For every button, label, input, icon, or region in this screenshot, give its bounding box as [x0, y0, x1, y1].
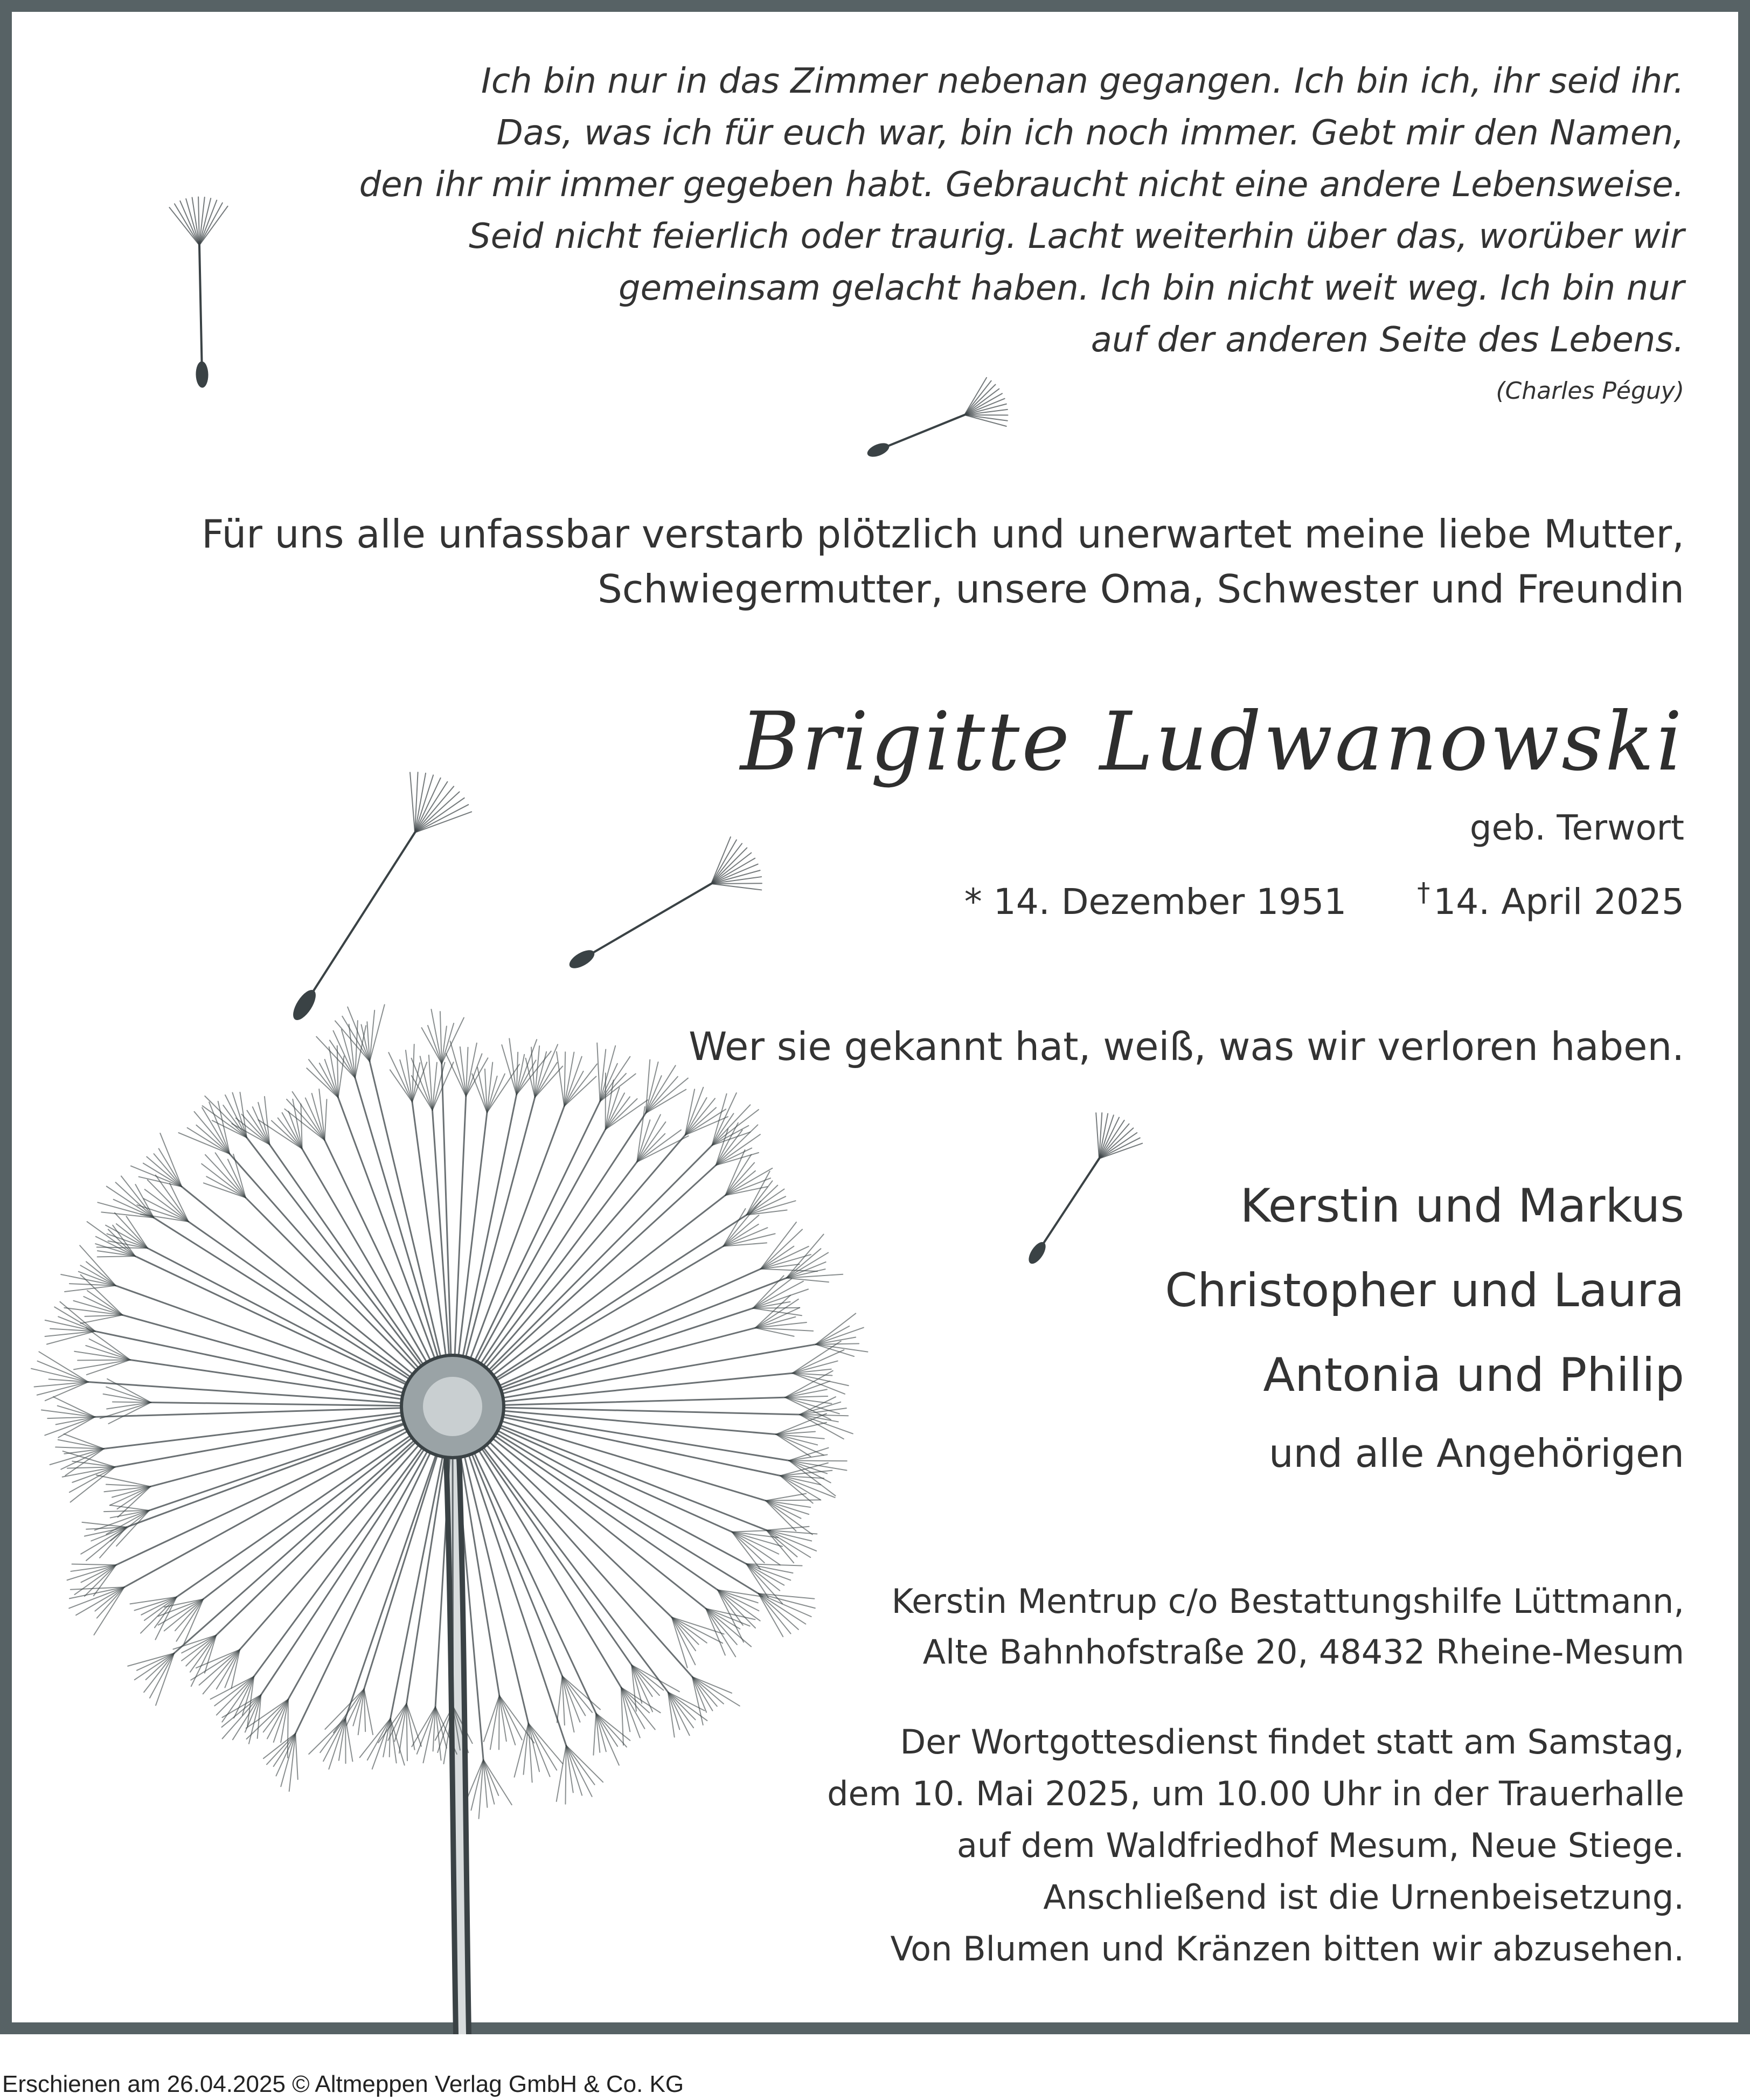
poem-line: den ihr mir immer gegeben habt. Gebraucht nicht eine andere Lebensweise. [359, 165, 1684, 205]
death-date: 14. April 2025 [1433, 881, 1684, 923]
cross-symbol: † [1417, 877, 1430, 907]
service-line: Anschließend ist die Urnenbeisetzung. [1043, 1877, 1684, 1917]
birth-name: geb. Terwort [1469, 808, 1684, 848]
mourner-name: Kerstin und Markus [1240, 1179, 1684, 1233]
service-information [827, 1716, 1684, 1975]
life-dates [964, 877, 1684, 923]
mourners-list [1165, 1164, 1684, 1418]
death-date-group [1417, 877, 1684, 923]
mourner-name: Christopher und Laura [1165, 1264, 1684, 1318]
poem-line: Ich bin nur in das Zimmer nebenan gegangen. Ich bin ich, ihr seid ihr. [481, 61, 1684, 101]
announcement-line: Schwiegermutter, unsere Oma, Schwester und Freundin [598, 566, 1684, 612]
other-relatives: und alle Angehörigen [1269, 1431, 1684, 1476]
address-line: Kerstin Mentrup c/o Bestattungshilfe Lüttmann, [891, 1582, 1684, 1621]
dandelion-flower [31, 1004, 867, 2034]
memorial-quote: Wer sie gekannt hat, weiß, was wir verloren haben. [689, 1024, 1684, 1069]
address-line: Alte Bahnhofstraße 20, 48432 Rheine-Mesum [922, 1632, 1684, 1672]
announcement-line: Für uns alle unfassbar verstarb plötzlich und unerwartet meine liebe Mutter, [202, 511, 1684, 557]
poem-line: auf der anderen Seite des Lebens. [1091, 320, 1684, 360]
mourner-name: Antonia und Philip [1263, 1348, 1684, 1402]
poem-author: (Charles Péguy) [1496, 377, 1684, 405]
service-line: auf dem Waldfriedhof Mesum, Neue Stiege. [956, 1826, 1684, 1865]
contact-address [892, 1576, 1684, 1678]
service-line: Der Wortgottesdienst findet statt am Samstag, [900, 1722, 1684, 1762]
deceased-name: Brigitte Ludwanowski [740, 695, 1684, 789]
poem-line: Das, was ich für euch war, bin ich noch immer. Gebt mir den Namen, [496, 113, 1684, 153]
poem [359, 56, 1684, 366]
poem-line: gemeinsam gelacht haben. Ich bin nicht weit weg. Ich bin nur [618, 268, 1684, 308]
death-announcement [202, 507, 1684, 616]
service-line: dem 10. Mai 2025, um 10.00 Uhr in der Trauerhalle [827, 1774, 1684, 1813]
publication-footer: Erschienen am 26.04.2025 © Altmeppen Verlag GmbH & Co. KG [2, 2071, 684, 2097]
poem-line: Seid nicht feierlich oder traurig. Lacht weiterhin über das, worüber wir [469, 217, 1684, 257]
service-line: Von Blumen und Kränzen bitten wir abzusehen. [890, 1929, 1684, 1969]
birth-date: * 14. Dezember 1951 [964, 881, 1347, 923]
